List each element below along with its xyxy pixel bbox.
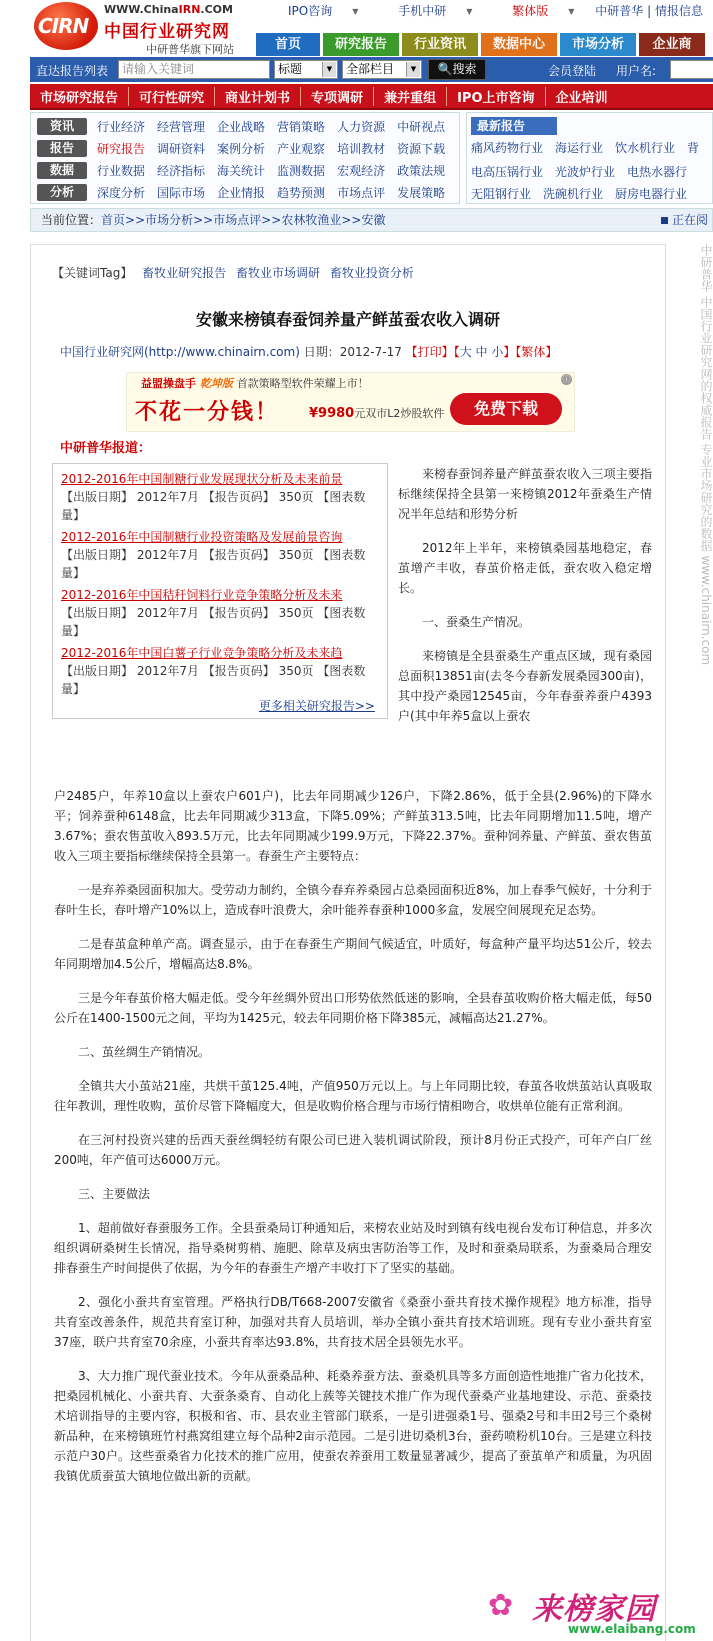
report-heading: 中研普华报道： xyxy=(60,441,152,456)
category-link[interactable]: 企业情报 xyxy=(217,185,266,200)
chevron-down-icon: ▼ xyxy=(568,7,575,16)
search-bar xyxy=(30,57,713,82)
latest-report-link[interactable]: 背 xyxy=(687,141,700,155)
ad-price: ¥9980元双市L2炒股软件 xyxy=(309,406,445,421)
article-paragraph: 三、主要做法 xyxy=(78,1187,151,1201)
print-link[interactable]: 【打印】 xyxy=(405,345,454,359)
category-link[interactable]: 经济指标 xyxy=(157,163,206,178)
site-header xyxy=(0,0,713,56)
username-label: 用户名: xyxy=(616,64,657,78)
chevron-down-icon: ▼ xyxy=(352,7,359,16)
latest-report-link[interactable]: 饮水机行业 xyxy=(615,141,676,155)
ad-banner[interactable] xyxy=(126,372,575,432)
square-icon xyxy=(661,217,668,224)
watermark-text: 来榜家园 xyxy=(532,1592,656,1627)
ad-brand: 益盟操盘手 乾坤版 首款策略型软件荣耀上市！ xyxy=(141,377,369,390)
related-report-item xyxy=(61,586,381,640)
nav-tab[interactable]: 研究报告 xyxy=(323,33,399,56)
category-link[interactable]: 研究报告 xyxy=(97,141,146,156)
category-link[interactable]: 海关统计 xyxy=(217,163,266,178)
related-reports-box xyxy=(52,463,388,719)
service-menu-item[interactable]: IPO上市咨询 xyxy=(447,87,545,106)
related-report-link[interactable]: 2012-2016年中国制糖行业发展现状分析及未来前景 xyxy=(61,472,343,486)
zhongyan-link[interactable]: 中研普华 xyxy=(595,4,644,18)
watermark-logo xyxy=(488,1582,708,1638)
category-link[interactable]: 国际市场 xyxy=(157,185,206,200)
category-link[interactable]: 宏观经济 xyxy=(337,163,386,178)
article-paragraph: 2、强化小蚕共育室管理。严格执行DB/T668-2007安徽省《桑蚕小蚕共育技术操作规程》地方标准，指导共育室改善条件，规范共育室订种，加强对共育人员培训，举办全镇小蚕共育技术培训班。现有专业小蚕共育室37座，联户共育室70余座，小蚕共育率达93.8%，共育技术居全县领先水平。 xyxy=(54,1295,652,1349)
font-size-bracket: 】 xyxy=(503,345,516,359)
breadcrumb xyxy=(30,208,713,232)
related-report-item xyxy=(61,528,381,582)
ipo-consult-link[interactable]: IPO咨询 ▼ xyxy=(288,4,359,18)
nav-tab[interactable]: 企业商 xyxy=(639,33,705,56)
category-label: 资讯 xyxy=(37,118,87,135)
category-link[interactable]: 企业战略 xyxy=(217,119,266,134)
flower-icon: ✿ xyxy=(488,1588,514,1623)
related-report-link[interactable]: 2012-2016年中国制糖行业投资策略及发展前景咨询 xyxy=(61,530,343,544)
article-paragraph: 3、大力推广现代蚕业技术。今年从蚕桑品种、耗桑养蚕方法、蚕桑机具等多方面创造性地推广省力化技术，把桑园机械化、小蚕共育、大蚕条桑育、自动化上蔟等关键技术推广作为现代蚕桑产业基地建设、示范、蚕桑技术培训指导的主要内容，积极和省、市、县农业主管部门联系，一是引进强桑1号、强桑2号和丰田2号三个桑树新品种，在来榜镇班竹村燕窝组建立每个品种2亩示范园。二是引进切桑机3台，蚕药喷粉机10台。三是建立科技示范户30户。这些蚕桑省力化技术的推广应用，使蚕农养蚕用工数量显著减少，提高了蚕茧单产和质量，为巩固我镇优质蚕茧大镇地位做出新的贡献。 xyxy=(54,1369,652,1483)
logo-text[interactable]: CIRN xyxy=(38,14,89,38)
breadcrumb-path[interactable]: 首页>>市场分析>>市场点评>>农林牧渔业>>安徽 xyxy=(101,213,386,227)
article-paragraph: 在三河村投资兴建的岳西天蚕丝绸轻纺有限公司已进入装机调试阶段，预计8月份正式投产，可年产白厂丝200吨，年产值可达6000万元。 xyxy=(54,1133,652,1167)
column-select[interactable]: 全部栏目 ▼ xyxy=(342,60,422,79)
category-row xyxy=(37,183,457,201)
intel-info-link[interactable]: 情报信息 xyxy=(654,4,703,18)
member-login-link[interactable]: 会员登陆 xyxy=(548,64,597,78)
breadcrumb-label: 当前位置： xyxy=(41,213,102,227)
article-right-column xyxy=(398,464,652,726)
article-paragraph: 一是弃养桑园面积加大。受劳动力制约，全镇今春弃养桑园占总桑园面积近8%，加上春季气候好，十分利于春叶生长，春叶增产10%以上，造成春叶浪费大，余叶能养春蚕种1000多盒，发展空间展现充足态势。 xyxy=(54,883,652,917)
font-size-bracket: 【 xyxy=(453,345,460,359)
report-list-label[interactable]: 直达报告列表 xyxy=(36,64,109,78)
font-large-link[interactable]: 大 xyxy=(459,345,472,359)
latest-report-link[interactable]: 洗碗机行业 xyxy=(543,187,604,201)
article-date: 2012-7-17 xyxy=(339,345,402,359)
font-medium-link[interactable]: 中 xyxy=(475,345,488,359)
service-menu-item[interactable]: 可行性研究 xyxy=(129,87,215,106)
related-report-info: 【出版日期】 2012年7月 【报告页码】 350页 【图表数量】 xyxy=(61,664,366,696)
chevron-down-icon: ▼ xyxy=(406,62,420,77)
category-link[interactable]: 经营管理 xyxy=(157,119,206,134)
article-paragraph: 来榜春蚕饲养量产鲜茧蚕农收入三项主要指标继续保持全县第一来榜镇2012年蚕桑生产情况半年总结和形势分析 xyxy=(398,467,652,521)
category-link[interactable]: 营销策略 xyxy=(277,119,326,134)
article-meta xyxy=(60,343,557,360)
nav-tab[interactable]: 市场分析 xyxy=(560,33,636,56)
article-paragraph: 一、蚕桑生产情况。 xyxy=(422,615,531,629)
category-link[interactable]: 深度分析 xyxy=(97,185,146,200)
category-row xyxy=(37,117,457,135)
latest-reports-box xyxy=(466,112,713,204)
latest-report-link[interactable]: 厨房电器行业 xyxy=(615,187,688,201)
category-link[interactable]: 案例分析 xyxy=(217,141,266,156)
now-reading[interactable]: 正在阅 xyxy=(661,209,708,231)
related-report-item xyxy=(61,470,381,524)
latest-report-link[interactable]: 电高压锅行业 xyxy=(471,165,544,179)
related-report-link[interactable]: 2012-2016年中国秸秆饲料行业竞争策略分析及未来 xyxy=(61,588,343,602)
article-full-column xyxy=(54,786,652,1500)
category-link[interactable]: 培训教材 xyxy=(337,141,386,156)
related-report-info: 【出版日期】 2012年7月 【报告页码】 350页 【图表数量】 xyxy=(61,606,366,638)
nav-tab[interactable]: 行业资讯 xyxy=(402,33,478,56)
article-paragraph: 三是今年春茧价格大幅走低。受今年丝绸外贸出口形势依然低迷的影响，全县春茧收购价格大幅走低，每50公斤在1400-1500元之间，平均为1425元，较去年同期价格下降385元，减幅高达21.27%。 xyxy=(54,991,652,1025)
latest-report-link[interactable]: 电热水器行 xyxy=(627,165,688,179)
category-link[interactable]: 人力资源 xyxy=(337,119,386,134)
category-row xyxy=(37,161,457,179)
traditional-version-link[interactable]: 繁体版 ▼ xyxy=(512,4,575,18)
category-row xyxy=(37,139,457,157)
related-report-info: 【出版日期】 2012年7月 【报告页码】 350页 【图表数量】 xyxy=(61,548,366,580)
service-menu-item[interactable]: 市场研究报告 xyxy=(30,87,129,106)
search-icon: 🔍 xyxy=(437,62,453,76)
category-link[interactable]: 趋势预测 xyxy=(277,185,326,200)
latest-report-link[interactable]: 无阻钢行业 xyxy=(471,187,532,201)
article-paragraph: 全镇共大小茧站21座，共烘干茧125.4吨，产值950万元以上。与上年同期比较，春茧各收烘茧站认真吸取往年教训，理性收购，茧价尽管下降幅度大，但是收购价格合理与市场行情相吻合，收烘单位能有正常利润。 xyxy=(54,1079,652,1113)
ad-download-button[interactable]: 免费下载 xyxy=(450,393,562,425)
latest-report-link[interactable]: 痛风药物行业 xyxy=(471,141,544,155)
service-menu-item[interactable]: 专项调研 xyxy=(301,87,374,106)
related-report-item xyxy=(61,644,381,698)
category-box xyxy=(30,112,460,204)
related-report-link[interactable]: 2012-2016年中国白薯子行业竞争策略分析及未来趋 xyxy=(61,646,343,660)
field-select[interactable]: 标题 ▼ xyxy=(274,60,338,79)
font-small-link[interactable]: 小 xyxy=(491,345,504,359)
article-paragraph: 户2485户，年养10盒以上蚕农户601户)，比去年同期减少126户，下降2.86%，低于全县(2.96%)的下降水平；饲养蚕种6148盒，比去年同期减少313盒，下降5.09%；产鲜茧313.5吨，比去年同期增加11.5吨，增产3.67%；蚕农售茧收入893.5万元，比去年同期减少199.9万元，下降22.37%。蚕种饲养量、产鲜茧、蚕农售茧收入三项主要指标继续保持全县第一。春蚕生产主要特点： xyxy=(54,789,652,863)
search-input[interactable]: 请输入关键词 xyxy=(118,60,270,79)
top-links-right: 中研普华 | 情报信息 xyxy=(595,4,703,18)
category-link[interactable]: 市场点评 xyxy=(337,185,386,200)
latest-reports-row xyxy=(471,163,699,180)
article-title: 安徽来榜镇春蚕饲养量产鲜茧蚕农收入调研 xyxy=(195,310,500,329)
category-link[interactable]: 行业数据 xyxy=(97,163,146,178)
category-link[interactable]: 产业观察 xyxy=(277,141,326,156)
service-menu-item[interactable]: 商业计划书 xyxy=(215,87,301,106)
latest-reports-title: 最新报告 xyxy=(471,117,557,135)
search-button[interactable]: 🔍搜索 xyxy=(428,59,486,80)
tag-link[interactable]: 畜牧业市场调研 xyxy=(236,266,321,280)
article-paragraph: 1、超前做好春蚕服务工作。全县蚕桑局订种通知后，来榜农业站及时到镇有线电视台发布订种信息，并多次组织调研桑树生长情况，指导桑树剪梢、施肥、除草及病虫害防治等工作，及时和蚕桑局联系，为蚕桑局合理安排春蚕生产时间提供了依据，为今年的春蚕生产增产丰收打下了坚实的基础。 xyxy=(54,1221,652,1275)
category-link[interactable]: 监测数据 xyxy=(277,163,326,178)
tag-link[interactable]: 畜牧业投资分析 xyxy=(329,266,414,280)
category-link[interactable]: 发展策略 xyxy=(397,185,446,200)
source-link[interactable]: 中国行业研究网(http://www.chinairn.com) xyxy=(60,345,300,359)
related-report-info: 【出版日期】 2012年7月 【报告页码】 350页 【图表数量】 xyxy=(61,490,366,522)
traditional-link[interactable]: 【繁体】 xyxy=(515,345,558,359)
category-link[interactable]: 资源下载 xyxy=(397,141,446,156)
category-label: 报告 xyxy=(37,140,87,157)
latest-reports-row xyxy=(471,185,699,202)
site-subtitle: 中研普华旗下网站 xyxy=(146,43,234,56)
service-menu xyxy=(30,84,713,110)
article-paragraph: 二是春茧盒种单产高。调查显示，由于在春蚕生产期间气候适宜，叶质好，每盒种产量平均达51公斤，较去年同期增加4.5公斤，增幅高达8.8%。 xyxy=(54,937,652,971)
nav-tab[interactable]: 首页 xyxy=(256,33,320,56)
nav-tab[interactable]: 数据中心 xyxy=(481,33,557,56)
category-label: 分析 xyxy=(37,184,87,201)
latest-report-link[interactable]: 海运行业 xyxy=(555,141,604,155)
site-url: WWW.ChinaIRN.COM xyxy=(104,3,233,16)
chevron-down-icon: ▼ xyxy=(322,62,336,77)
site-name[interactable]: 中国行业研究网 xyxy=(104,22,230,42)
ad-headline: 不花一分钱！ xyxy=(135,400,280,425)
service-menu-item[interactable]: 兼并重组 xyxy=(374,87,447,106)
sidebar-fragment: 中研普华 中国行业研究网的权威报告 专业市场研究的数据 www.chinairn.com xyxy=(699,244,713,666)
chevron-down-icon: ▼ xyxy=(466,7,473,16)
latest-report-link[interactable]: 光波炉行业 xyxy=(555,165,616,179)
username-input[interactable] xyxy=(670,60,713,79)
watermark-url: www.elaibang.com xyxy=(568,1622,696,1636)
top-links xyxy=(288,2,610,19)
keyword-tags xyxy=(52,264,414,281)
category-link[interactable]: 调研资料 xyxy=(157,141,206,156)
category-label: 数据 xyxy=(37,162,87,179)
category-link[interactable]: 行业经济 xyxy=(97,119,146,134)
date-label: 日期： xyxy=(303,345,340,359)
article-paragraph: 来榜镇是全县蚕桑生产重点区域，现有桑园总面积13851亩(去冬今春新发展桑园300亩)，其中投产桑园12545亩，今年春蚕养蚕户4393户(其中年养5盒以上蚕农 xyxy=(398,649,652,723)
category-link[interactable]: 政策法规 xyxy=(397,163,446,178)
article-paragraph: 二、茧丝绸生产销情况。 xyxy=(78,1045,211,1059)
main-nav xyxy=(256,33,708,56)
category-link[interactable]: 中研视点 xyxy=(397,119,446,134)
latest-reports-row xyxy=(471,139,711,156)
info-icon[interactable]: ⓘ xyxy=(562,375,571,384)
more-reports-link[interactable]: 更多相关研究报告>> xyxy=(258,699,375,713)
tags-label: 【关键词Tag】 xyxy=(52,266,133,280)
tag-link[interactable]: 畜牧业研究报告 xyxy=(142,266,227,280)
mobile-link[interactable]: 手机中研 ▼ xyxy=(398,4,473,18)
service-menu-item[interactable]: 企业培训 xyxy=(555,90,608,106)
article-paragraph: 2012年上半年，来榜镇桑园基地稳定，春茧增产丰收，春茧价格走低，蚕农收入稳定增长。 xyxy=(398,541,652,595)
